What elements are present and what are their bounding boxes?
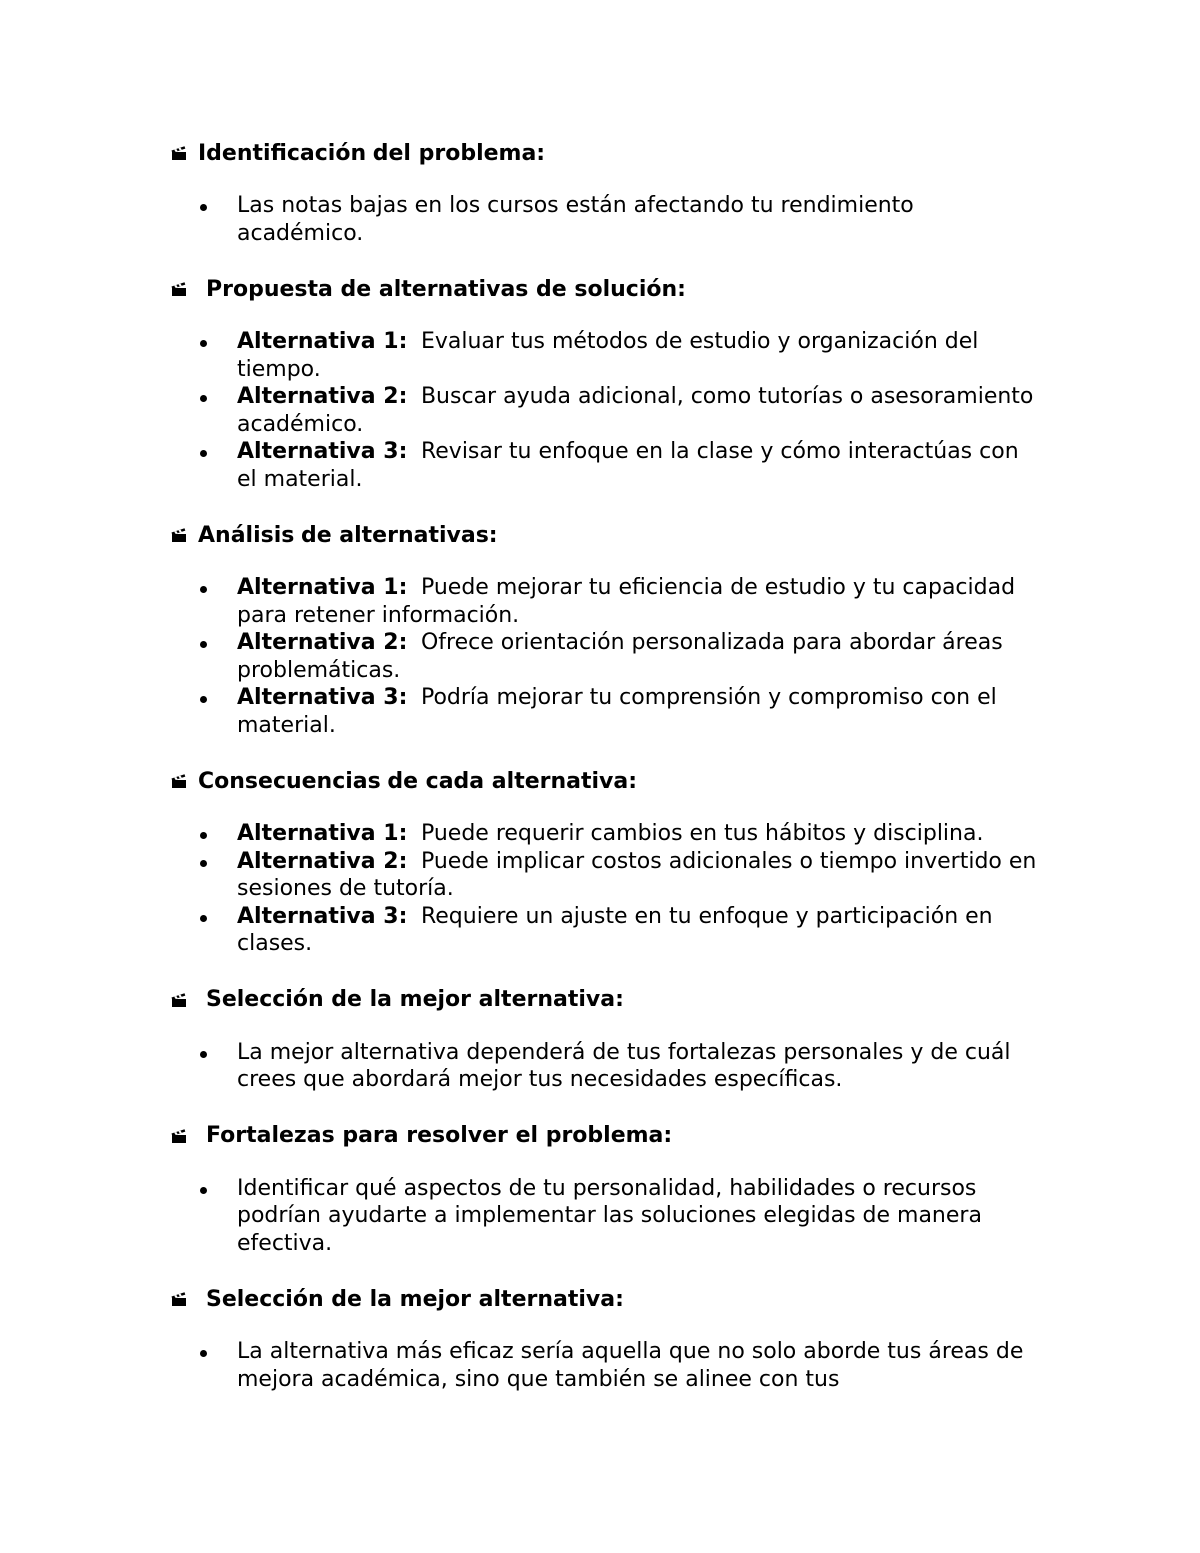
section-heading (170, 138, 1050, 168)
list-item (170, 629, 1037, 684)
heading-bold-text: Fortalezas para resolver el problema: (206, 1123, 673, 1148)
section (170, 138, 1050, 247)
list-item (170, 848, 1037, 903)
heading-bold-text: del problema: (372, 140, 546, 166)
section-heading (170, 1121, 1050, 1151)
heading-text: Identificación (198, 140, 367, 166)
clapperboard-icon (170, 772, 188, 790)
bullet-list (170, 820, 1050, 958)
bullet-icon (200, 340, 207, 347)
clapperboard-icon (170, 280, 188, 298)
alternative-label: Alternativa 3: (237, 903, 408, 929)
item-text: Requiere un ajuste en tu enfoque y participación en clases. (237, 903, 993, 956)
heading-bold-text: Selección de la mejor alternativa: (206, 1286, 624, 1312)
list-item (170, 383, 1037, 438)
bullet-list (170, 1175, 1050, 1258)
bullet-list (170, 192, 1050, 247)
bullet-list (170, 1039, 1050, 1094)
bullet-icon (200, 915, 207, 922)
bullet-icon (200, 696, 207, 703)
item-text: Evaluar tus métodos de estudio y organización del tiempo. (237, 329, 979, 382)
heading-text: Análisis (198, 522, 295, 548)
alternative-label: Alternativa 1: (237, 575, 408, 600)
section-heading (170, 1284, 1050, 1314)
section (170, 1121, 1050, 1258)
clapperboard-icon (170, 526, 188, 544)
clapperboard-icon (170, 991, 188, 1009)
list-item (170, 903, 1037, 958)
section (170, 1284, 1050, 1393)
item-text: La alternativa más eficaz sería aquella que no solo aborde tus áreas de mejora académica, sino que también se alinee con tus (237, 1339, 1024, 1392)
bullet-icon (200, 860, 207, 867)
alternative-label: Alternativa 1: (237, 821, 408, 846)
heading-bold-text: de cada alternativa: (387, 768, 638, 794)
heading-bold-text: Selección de la mejor alternativa: (206, 987, 624, 1012)
item-text: La mejor alternativa dependerá de tus fortalezas personales y de cuál crees que abordará mejor tus necesidades específicas. (237, 1039, 1011, 1092)
bullet-icon (200, 395, 207, 402)
section (170, 274, 1050, 493)
list-item (170, 1039, 1037, 1094)
item-text: Buscar ayuda adicional, como tutorías o asesoramiento académico. (237, 384, 1034, 437)
bullet-icon (200, 1051, 207, 1058)
bullet-list (170, 574, 1050, 739)
section-heading (170, 274, 1050, 304)
bullet-list (170, 328, 1050, 493)
bullet-icon (200, 450, 207, 457)
document-content (170, 138, 1050, 1420)
bullet-icon (200, 641, 207, 648)
list-item (170, 1175, 1037, 1258)
heading-bold-text: de alternativas: (300, 522, 498, 548)
list-item (170, 574, 1037, 629)
list-item (170, 684, 1037, 739)
list-item (170, 328, 1037, 383)
item-text: Ofrece orientación personalizada para abordar áreas problemáticas. (237, 630, 1003, 683)
bullet-list (170, 1338, 1050, 1393)
bullet-icon (200, 1350, 207, 1357)
bullet-icon (200, 832, 207, 839)
heading-bold-text: Propuesta de alternativas de solución: (206, 276, 686, 302)
alternative-label: Alternativa 3: (237, 685, 408, 710)
list-item (170, 438, 1037, 493)
item-text: Puede mejorar tu eficiencia de estudio y tu capacidad para retener información. (237, 575, 1016, 628)
bullet-icon (200, 204, 207, 211)
item-text: Podría mejorar tu comprensión y compromiso con el material. (237, 685, 997, 738)
alternative-label: Alternativa 1: (237, 329, 408, 354)
alternative-label: Alternativa 2: (237, 630, 408, 655)
item-text: Puede requerir cambios en tus hábitos y disciplina. (420, 821, 984, 846)
item-text: Revisar tu enfoque en la clase y cómo interactúas con el material. (237, 439, 1019, 492)
clapperboard-icon (170, 1127, 188, 1145)
list-item (170, 192, 1037, 247)
section (170, 985, 1050, 1094)
section-heading (170, 520, 1050, 550)
item-text: Identificar qué aspectos de tu personalidad, habilidades o recursos podrían ayudarte a implementar las soluciones elegidas de manera efectiva. (237, 1175, 982, 1256)
alternative-label: Alternativa 2: (237, 384, 408, 409)
section (170, 520, 1050, 739)
alternative-label: Alternativa 2: (237, 848, 408, 874)
section (170, 766, 1050, 958)
list-item (170, 820, 1037, 848)
heading-text: Consecuencias (198, 768, 381, 794)
bullet-icon (200, 586, 207, 593)
list-item (170, 1338, 1037, 1393)
section-heading (170, 985, 1050, 1015)
bullet-icon (200, 1187, 207, 1194)
clapperboard-icon (170, 144, 188, 162)
item-text: Las notas bajas en los cursos están afectando tu rendimiento académico. (237, 193, 914, 246)
item-text: Puede implicar costos adicionales o tiempo invertido en sesiones de tutoría. (237, 848, 1037, 901)
alternative-label: Alternativa 3: (237, 439, 408, 464)
clapperboard-icon (170, 1290, 188, 1308)
section-heading (170, 766, 1050, 796)
